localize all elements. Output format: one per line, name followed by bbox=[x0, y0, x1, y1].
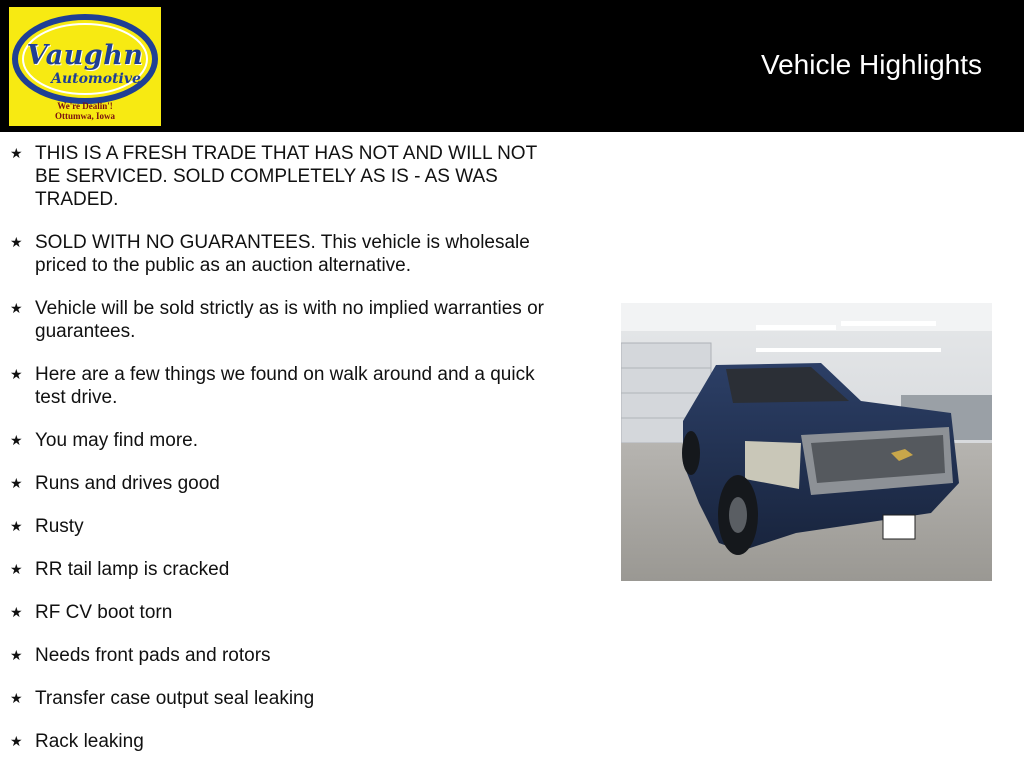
highlights-list bbox=[0, 142, 590, 773]
star-icon: ★ bbox=[10, 145, 23, 161]
highlight-text: SOLD WITH NO GUARANTEES. This vehicle is wholesale priced to the public as an auction alternative. bbox=[35, 232, 530, 276]
highlight-text: Rusty bbox=[35, 516, 84, 537]
star-icon: ★ bbox=[10, 604, 23, 620]
highlight-text: Here are a few things we found on walk around and a quick test drive. bbox=[35, 364, 535, 408]
highlight-text: You may find more. bbox=[35, 430, 198, 451]
highlight-text: Needs front pads and rotors bbox=[35, 645, 271, 666]
highlight-item bbox=[0, 297, 565, 343]
page-header bbox=[0, 0, 1024, 132]
logo-tagline-line-2: Ottumwa, Iowa bbox=[55, 111, 115, 121]
star-icon: ★ bbox=[10, 561, 23, 577]
star-icon: ★ bbox=[10, 432, 23, 448]
highlight-item bbox=[0, 515, 565, 538]
star-icon: ★ bbox=[10, 647, 23, 663]
highlight-item bbox=[0, 472, 565, 495]
page-title: Vehicle Highlights bbox=[760, 49, 982, 80]
logo-brand-text: Vaughn bbox=[26, 40, 144, 71]
star-icon: ★ bbox=[10, 234, 23, 250]
highlight-text: Transfer case output seal leaking bbox=[35, 688, 315, 709]
highlight-item bbox=[0, 231, 565, 277]
vehicle-photo bbox=[621, 303, 992, 581]
star-icon: ★ bbox=[10, 300, 23, 316]
star-icon: ★ bbox=[10, 733, 23, 749]
highlight-text: Rack leaking bbox=[35, 731, 144, 752]
highlight-item bbox=[0, 687, 565, 710]
star-icon: ★ bbox=[10, 366, 23, 382]
highlight-item bbox=[0, 429, 565, 452]
truck-photo-illustration bbox=[621, 303, 992, 581]
highlight-item bbox=[0, 730, 565, 753]
highlight-item bbox=[0, 142, 565, 211]
star-icon: ★ bbox=[10, 690, 23, 706]
logo-sub-text: Automotive bbox=[51, 71, 141, 87]
star-icon: ★ bbox=[10, 475, 23, 491]
highlight-item bbox=[0, 601, 565, 624]
highlight-text: RF CV boot torn bbox=[35, 602, 173, 623]
logo-tagline bbox=[9, 101, 161, 121]
highlight-item bbox=[0, 558, 565, 581]
highlight-item bbox=[0, 363, 565, 409]
highlight-text: THIS IS A FRESH TRADE THAT HAS NOT AND WILL NOT BE SERVICED. SOLD COMPLETELY AS IS - AS WAS TRADED. bbox=[35, 143, 537, 210]
dealer-logo bbox=[9, 7, 161, 126]
star-icon: ★ bbox=[10, 518, 23, 534]
logo-tagline-line-1: We're Dealin'! bbox=[57, 101, 113, 111]
highlight-text: Runs and drives good bbox=[35, 473, 220, 494]
highlight-text: RR tail lamp is cracked bbox=[35, 559, 230, 580]
highlight-item bbox=[0, 644, 565, 667]
highlight-text: Vehicle will be sold strictly as is with no implied warranties or guarantees. bbox=[35, 298, 544, 342]
